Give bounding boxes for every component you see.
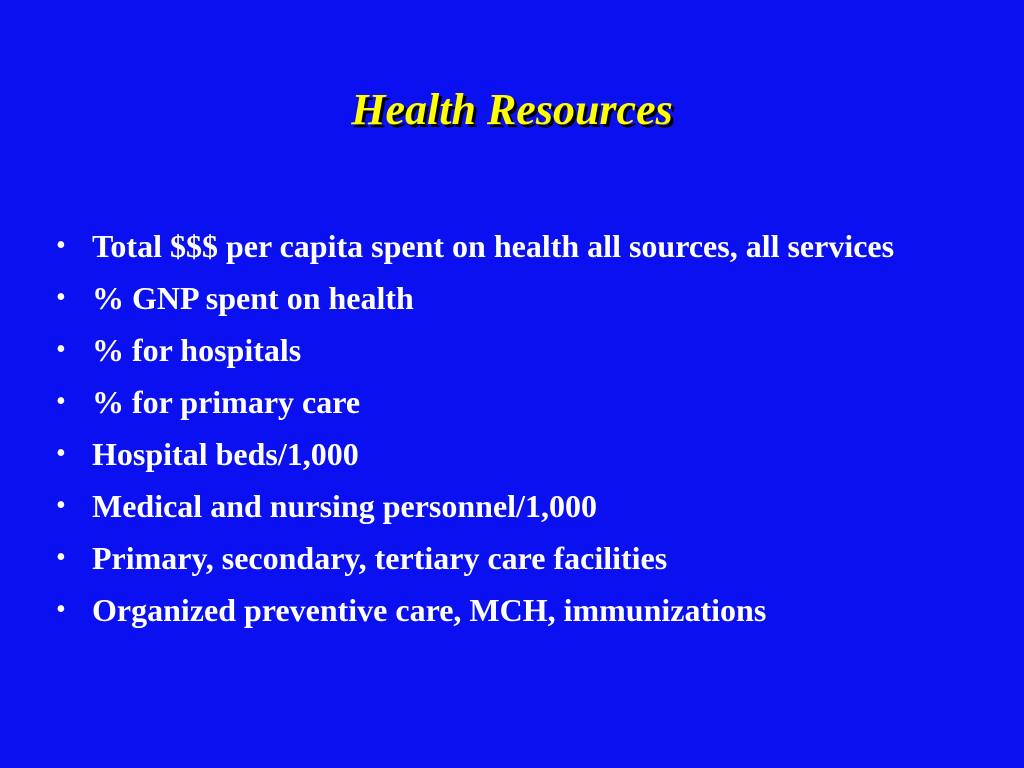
bullet-icon: • [56,438,66,469]
bullet-item [52,278,972,318]
bullet-text: % for primary care [92,384,361,420]
bullet-text: Total $$$ per capita spent on health all sources, all services [92,228,895,264]
slide-title: Health Resources [351,85,673,134]
bullet-text: % GNP spent on health [92,280,414,316]
bullet-icon: • [56,230,66,261]
bullet-item [52,486,972,526]
bullet-text: Primary, secondary, tertiary care facilities [92,540,668,576]
bullet-item [52,382,972,422]
bullet-icon: • [56,594,66,625]
bullet-icon: • [56,542,66,573]
bullet-item [52,434,972,474]
bullet-text: Medical and nursing personnel/1,000 [92,488,597,524]
bullet-item [52,226,972,266]
bullet-icon: • [56,282,66,313]
bullet-icon: • [56,490,66,521]
bullet-item [52,330,972,370]
bullet-icon: • [56,386,66,417]
bullet-text: % for hospitals [92,332,302,368]
bullet-item [52,590,972,630]
bullet-item [52,538,972,578]
bullet-list [52,226,972,642]
bullet-text: Hospital beds/1,000 [92,436,359,472]
bullet-text: Organized preventive care, MCH, immunizations [92,592,767,628]
bullet-icon: • [56,334,66,365]
